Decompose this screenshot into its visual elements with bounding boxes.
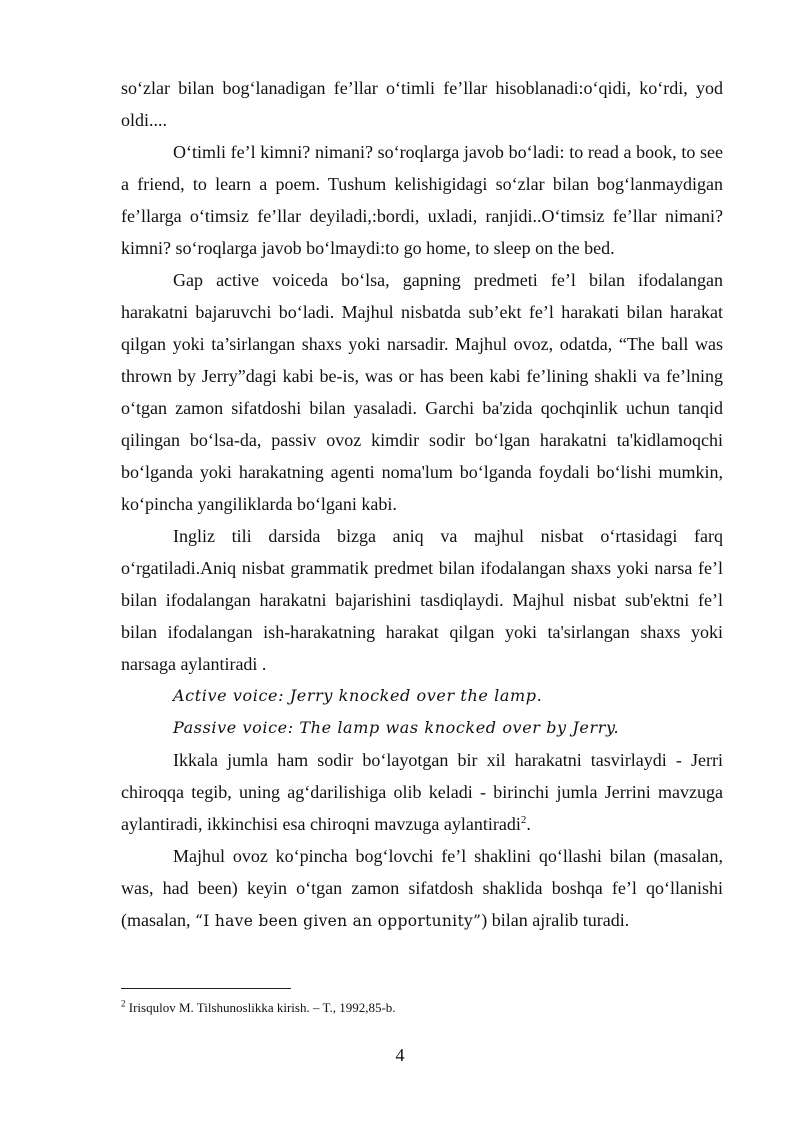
paragraph-majhul-text-before: Majhul ovoz ko‘pincha bog‘lovchi fe’l shaklini qo‘llashi bilan (masalan, was, had been) keyin o‘tgan zamon sifatdosh shaklida boshqa fe’l qo‘llanishi (masalan, [121,846,723,930]
footnote-text: Irisqulov M. Tilshunoslikka kirish. – T., 1992,85-b. [125,1000,396,1015]
body-text [121,72,723,937]
footnote-separator [121,988,291,989]
page-number: 4 [395,1045,405,1065]
paragraph-ingliz-tili: Ingliz tili darsida bizga aniq va majhul nisbat o‘rtasidagi farq o‘rgatiladi.Aniq nisbat grammatik predmet bilan ifodalangan shaxs yoki narsa fe’l bilan ifodalangan harakatni bajarishini tasdiqlaydi. Majhul nisbat sub'ektni fe’l bilan ifodalangan ish-harakatning harakat qilgan yoki ta'sirlangan shaxs yoki narsaga aylantiradi . [121,526,723,674]
footnote-number: 2 [121,998,126,1009]
sentence-period: . [526,814,531,834]
paragraph-majhul-text-after: ) bilan ajralib turadi. [481,910,630,930]
paragraph-ikkala-text: Ikkala jumla ham sodir bo‘layotgan bir xil harakatni tasvirlaydi - Jerri chiroqqa tegib, uning ag‘darilishiga olib keladi - birinchi jumla Jerrini mavzuga aylantiradi, ikkinchisi esa chiroqni mavzuga aylantiradi [121,750,723,834]
paragraph-active-voice: Gap active voiceda bo‘lsa, gapning predmeti fe’l bilan ifodalangan harakatni bajaruvchi bo‘ladi. Majhul nisbatda sub’ekt fe’l harakati bilan harakat qilgan yoki ta’sirlangan shaxs yoki narsadir. Majhul ovoz, odatda, “The ball was thrown by Jerry”dagi kabi be-is, was or has been kabi fe’lining shakli va fe’lning o‘tgan zamon sifatdoshi bilan yasaladi. Garchi ba'zida qochqinlik uchun tanqid qilingan bo‘lsa-da, passiv ovoz kimdir sodir bo‘lgan harakatni ta'kidlamoqchi bo‘lganda yoki harakatning agenti noma'lum bo‘lganda foydali bo‘lishi mumkin, ko‘pincha yangiliklarda bo‘lgani kabi. [121,270,723,514]
paragraph-continuation: so‘zlar bilan bog‘lanadigan fe’llar o‘timli fe’llar hisoblanadi:o‘qidi, ko‘rdi, yod oldi.... [121,78,723,130]
footnote [121,999,723,1017]
example-quote: “I have been given an opportunity” [194,912,482,930]
paragraph-ikkala [121,744,723,840]
example-active-voice: Active voice: Jerry knocked over the lamp. [173,686,543,705]
footnote-reference: 2 [520,814,527,826]
example-passive-voice: Passive voice: The lamp was knocked over by Jerry. [173,718,620,737]
paragraph-majhul-ovoz [121,840,723,937]
paragraph-otimli: O‘timli fe’l kimni? nimani? so‘roqlarga javob bo‘ladi: to read a book, to see a friend, to learn a poem. Tushum kelishigidagi so‘zlar bilan bog‘lanmaydigan fe’llarga o‘timsiz fe’llar deyiladi,:bordi, uxladi, ranjidi..O‘timsiz fe’llar nimani? kimni? so‘roqlarga javob bo‘lmaydi:to go home, to sleep on the bed. [121,142,723,258]
